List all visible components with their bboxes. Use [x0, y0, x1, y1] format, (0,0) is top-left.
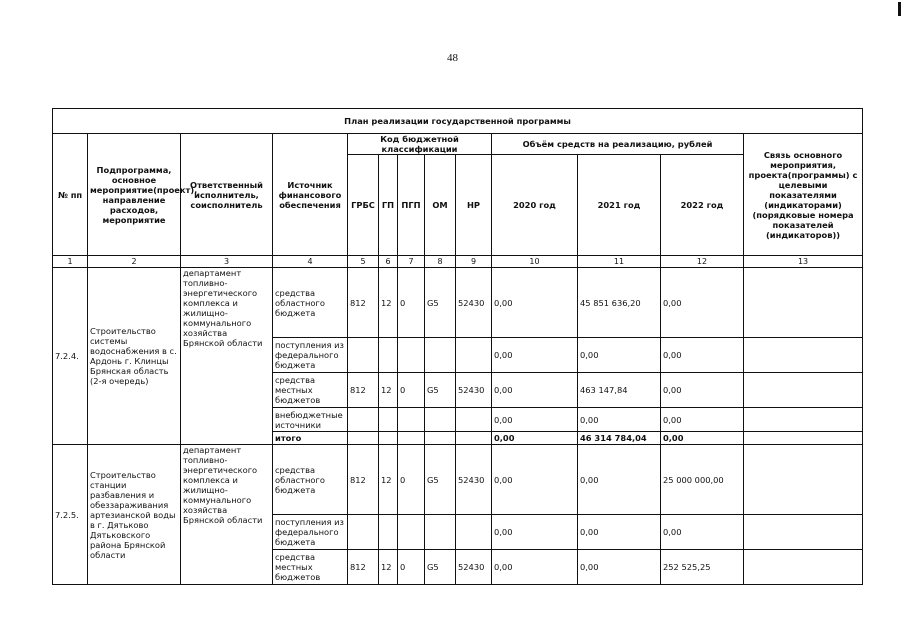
edge-mark [898, 2, 901, 16]
col-num: 7 [398, 256, 425, 268]
col-num: 3 [181, 256, 273, 268]
amount-2022: 252 525,25 [661, 550, 744, 585]
grbs [348, 338, 379, 373]
source: средства местных бюджетов [273, 373, 348, 408]
plan-title: План реализации государственной программы [53, 109, 863, 134]
col-num: 1 [53, 256, 88, 268]
amount-2020: 0,00 [492, 445, 578, 515]
amount-2021: 0,00 [578, 550, 661, 585]
row-number: 7.2.5. [53, 445, 88, 585]
source: внебюджетные источники [273, 408, 348, 432]
amount-2020: 0,00 [492, 515, 578, 550]
nr: 52430 [456, 373, 492, 408]
source: поступления из федерального бюджета [273, 338, 348, 373]
header-budget-code: Код бюджетной классификации [348, 134, 492, 155]
gp [379, 408, 398, 432]
om [425, 408, 456, 432]
header-subprogram: Подпрограмма, основное мероприятие(проект), направление расходов, мероприятие [88, 134, 181, 256]
amount-2020: 0,00 [492, 550, 578, 585]
source: средства областного бюджета [273, 268, 348, 338]
header-nr: НР [456, 155, 492, 256]
amount-2020: 0,00 [492, 432, 578, 445]
gp [379, 338, 398, 373]
pgp: 0 [398, 550, 425, 585]
executor: департамент топливно-энергетического комплекса и жилищно-коммунального хозяйства Брянской области [181, 268, 273, 445]
col-num: 5 [348, 256, 379, 268]
header-link: Связь основного мероприятия, проекта(программы) с целевыми показателями (индикаторами) (порядковые номера показателей (индикаторов)) [744, 134, 863, 256]
pgp [398, 408, 425, 432]
col-num: 13 [744, 256, 863, 268]
grbs: 812 [348, 268, 379, 338]
measure-name: Строительство станции разбавления и обеззараживания артезианской воды в г. Дятьково Дятьковского района Брянской области [88, 445, 181, 585]
amount-2022: 0,00 [661, 408, 744, 432]
amount-2022: 0,00 [661, 338, 744, 373]
indicator-link [744, 268, 863, 338]
header-gp: ГП [379, 155, 398, 256]
col-num: 8 [425, 256, 456, 268]
grbs [348, 408, 379, 432]
measure-name: Строительство системы водоснабжения в с. Ардонь г. Клинцы Брянская область (2-я очередь) [88, 268, 181, 445]
header-pgp: ПГП [398, 155, 425, 256]
amount-2021: 0,00 [578, 408, 661, 432]
om [425, 432, 456, 445]
grbs: 812 [348, 373, 379, 408]
header-funds: Объём средств на реализацию, рублей [492, 134, 744, 155]
amount-2020: 0,00 [492, 373, 578, 408]
executor: департамент топливно-энергетического комплекса и жилищно-коммунального хозяйства Брянской области [181, 445, 273, 585]
header-2022: 2022 год [661, 155, 744, 256]
header-grbs: ГРБС [348, 155, 379, 256]
amount-2021: 0,00 [578, 515, 661, 550]
nr [456, 515, 492, 550]
indicator-link [744, 515, 863, 550]
indicator-link [744, 338, 863, 373]
indicator-link [744, 550, 863, 585]
header-num: № пп [53, 134, 88, 256]
om: G5 [425, 373, 456, 408]
col-num: 4 [273, 256, 348, 268]
col-num: 9 [456, 256, 492, 268]
gp: 12 [379, 268, 398, 338]
amount-2020: 0,00 [492, 268, 578, 338]
nr [456, 432, 492, 445]
amount-2022: 0,00 [661, 432, 744, 445]
col-num: 10 [492, 256, 578, 268]
amount-2020: 0,00 [492, 408, 578, 432]
gp: 12 [379, 445, 398, 515]
nr [456, 338, 492, 373]
amount-2021: 0,00 [578, 445, 661, 515]
nr [456, 408, 492, 432]
gp: 12 [379, 373, 398, 408]
source: средства местных бюджетов [273, 550, 348, 585]
grbs [348, 432, 379, 445]
table-row [53, 445, 863, 515]
indicator-link [744, 445, 863, 515]
om: G5 [425, 550, 456, 585]
col-num: 2 [88, 256, 181, 268]
amount-2022: 25 000 000,00 [661, 445, 744, 515]
amount-2020: 0,00 [492, 338, 578, 373]
indicator-link [744, 432, 863, 445]
pgp: 0 [398, 445, 425, 515]
om: G5 [425, 445, 456, 515]
gp [379, 515, 398, 550]
gp [379, 432, 398, 445]
amount-2021: 45 851 636,20 [578, 268, 661, 338]
amount-2022: 0,00 [661, 373, 744, 408]
nr: 52430 [456, 445, 492, 515]
amount-2021: 0,00 [578, 338, 661, 373]
table-row [53, 268, 863, 338]
amount-2021: 46 314 784,04 [578, 432, 661, 445]
grbs [348, 515, 379, 550]
pgp [398, 515, 425, 550]
om [425, 515, 456, 550]
om: G5 [425, 268, 456, 338]
header-2020: 2020 год [492, 155, 578, 256]
row-number: 7.2.4. [53, 268, 88, 445]
pgp [398, 432, 425, 445]
nr: 52430 [456, 268, 492, 338]
nr: 52430 [456, 550, 492, 585]
source: средства областного бюджета [273, 445, 348, 515]
header-om: ОМ [425, 155, 456, 256]
pgp [398, 338, 425, 373]
plan-table [52, 108, 863, 585]
indicator-link [744, 373, 863, 408]
pgp: 0 [398, 373, 425, 408]
page-number: 48 [447, 52, 458, 64]
header-2021: 2021 год [578, 155, 661, 256]
source: итого [273, 432, 348, 445]
gp: 12 [379, 550, 398, 585]
om [425, 338, 456, 373]
amount-2022: 0,00 [661, 268, 744, 338]
pgp: 0 [398, 268, 425, 338]
header-source: Источник финансового обеспечения [273, 134, 348, 256]
col-num: 6 [379, 256, 398, 268]
col-num: 12 [661, 256, 744, 268]
header-executor: Ответственный исполнитель, соисполнитель [181, 134, 273, 256]
grbs: 812 [348, 550, 379, 585]
col-num: 11 [578, 256, 661, 268]
source: поступления из федерального бюджета [273, 515, 348, 550]
amount-2022: 0,00 [661, 515, 744, 550]
amount-2021: 463 147,84 [578, 373, 661, 408]
grbs: 812 [348, 445, 379, 515]
indicator-link [744, 408, 863, 432]
